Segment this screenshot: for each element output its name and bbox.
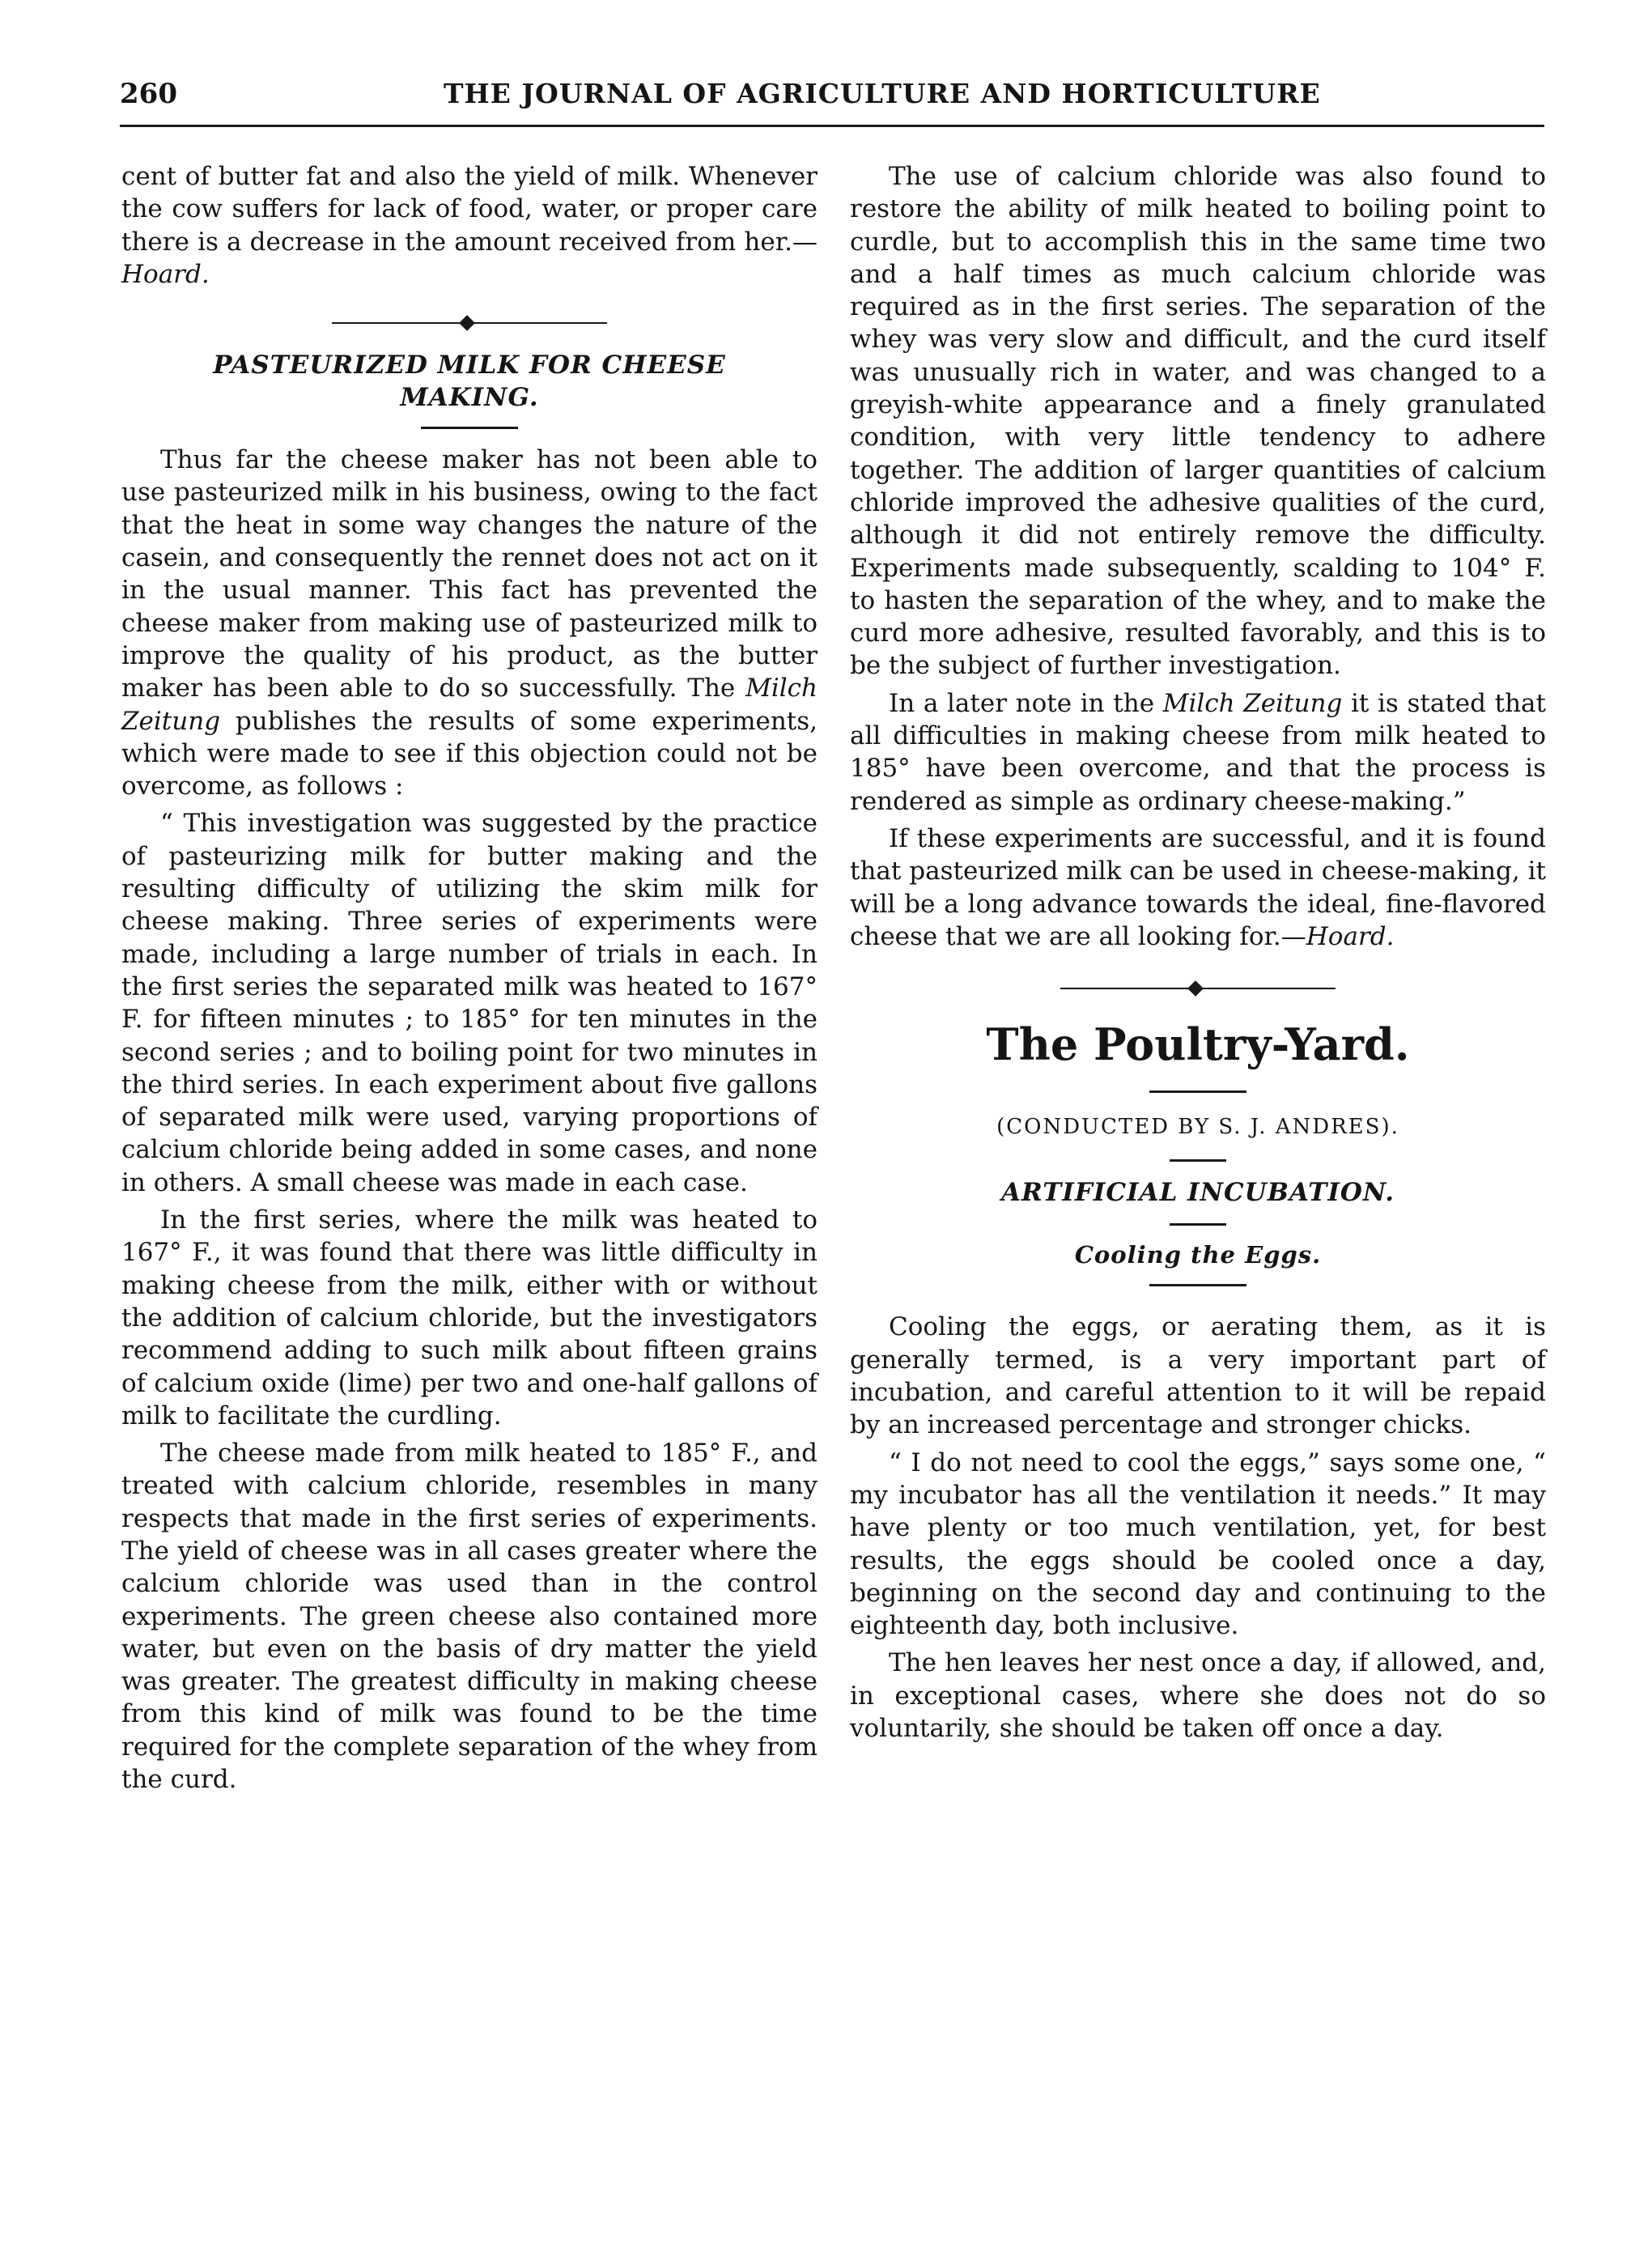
source-credit: Hoard. bbox=[121, 259, 210, 289]
ornament-divider bbox=[1060, 980, 1336, 997]
source-credit: Hoard. bbox=[1306, 921, 1395, 951]
header-rule bbox=[120, 125, 1544, 127]
paragraph: If these experiments are successful, and it is found that pasteurized milk can be used in cheese-making, it will be a long advance towards the ideal, fine-flavored cheese that we are all looking for.—Hoard. bbox=[850, 823, 1546, 951]
conducted-by: (CONDUCTED BY S. J. ANDRES). bbox=[996, 1115, 1399, 1140]
page-header bbox=[120, 78, 1544, 126]
ornament-divider bbox=[332, 315, 607, 331]
paragraph: In the first series, where the milk was heated to 167° F., it was found that there was little difficulty in making cheese from the milk, either with or without the addition of calcium chloride, but the investigators recommend adding to such milk about fifteen grains of calcium oxide (lime) per two and one-half gallons of milk to facilitate the curdling. bbox=[121, 1205, 818, 1430]
journal-name: Milch Zeitung bbox=[121, 674, 818, 736]
paragraph: The cheese made from milk heated to 185° F., and treated with calcium chloride, resembles in many respects that made in the first series of experiments. The yield of cheese was in all cases greater where the calcium chloride was used than in the control experiments. The green cheese also contained more water, but even on the basis of dry matter the yield was greater. The greatest difficulty in making cheese from this kind of milk was found to be the time required for the complete separation of the whey from the curd. bbox=[121, 1439, 818, 1795]
paragraph-continued: cent of butter fat and also the yield of milk. Whenever the cow suffers for lack of food, water, or proper care there is a decrease in the amount received from her.—Hoard. bbox=[121, 162, 818, 289]
paragraph: Thus far the cheese maker has not been able to use pasteurized milk in his business, owing to the fact that the heat in some way changes the nature of the casein, and consequently the rennet does not act on it in the usual manner. This fact has prevented the cheese maker from making use of pasteurized milk to improve the quality of his product, as the butter maker has been able to do so successfully. The Milch Zeitung publishes the results of some experiments, which were made to see if this objection could not be overcome, as follows : bbox=[121, 445, 818, 801]
section-title: ARTIFICIAL INCUBATION. bbox=[1001, 1178, 1395, 1208]
paragraph: Cooling the eggs, or aerating them, as it is generally termed, is a very important part of incubation, and careful attention to it will be repaid by an increased percentage and stronger chicks. bbox=[850, 1312, 1546, 1440]
right-column bbox=[850, 160, 1546, 1745]
paragraph: “ This investigation was suggested by the practice of pasteurizing milk for butter making and the resulting difficulty of utilizing the skim milk for cheese making. Three series of experiments were made, including a large number of trials in each. In the first series the separated milk was heated to 167° F. for fifteen minutes ; to 185° for ten minutes in the second series ; and to boiling point for two minutes in the third series. In each experiment about five gallons of separated milk were used, varying proportions of calcium chloride being added in some cases, and none in others. A small cheese was made in each case. bbox=[121, 809, 818, 1197]
paragraph: “ I do not need to cool the eggs,” says some one, “ my incubator has all the ventilation it needs.” It may have plenty or too much ventilation, yet, for best results, the eggs should be cooled once a day, beginning on the second day and continuing to the eighteenth day, both inclusive. bbox=[850, 1447, 1546, 1641]
running-title: THE JOURNAL OF AGRICULTURE AND HORTICULTURE bbox=[444, 78, 1321, 109]
subsection-title: Cooling the Eggs. bbox=[1074, 1241, 1322, 1269]
page-number: 260 bbox=[120, 78, 177, 110]
journal-name: Milch Zeitung bbox=[1162, 688, 1343, 718]
article-title: PASTEURIZED MILK FOR CHEESE MAKING. bbox=[213, 351, 726, 413]
paragraph: The use of calcium chloride was also found to restore the ability of milk heated to boiling point to curdle, but to accomplish this in the same time two and a half times as much calcium chloride was required as in the first series. The separation of the whey was very slow and difficult, and the curd itself was unusually rich in water, and was changed to a greyish-white appearance and a finely granulated condition, with very little tendency to adhere together. The addition of larger quantities of calcium chloride improved the adhesive qualities of the curd, although it did not entirely remove the difficulty. Experiments made subsequently, scalding to 104° F. to hasten the separation of the whey, and to make the curd more adhesive, resulted favorably, and this is to be the subject of further investigation. bbox=[850, 162, 1546, 681]
paragraph: In a later note in the Milch Zeitung it is stated that all difficulties in making cheese from milk heated to 185° have been overcome, and that the process is rendered as simple as ordinary cheese-making.” bbox=[850, 688, 1546, 816]
department-title: The Poultry-Yard. bbox=[986, 1018, 1410, 1071]
paragraph: The hen leaves her nest once a day, if allowed, and, in exceptional cases, where she does not do so voluntarily, she should be taken off once a day. bbox=[850, 1648, 1546, 1743]
left-column bbox=[121, 160, 818, 1796]
